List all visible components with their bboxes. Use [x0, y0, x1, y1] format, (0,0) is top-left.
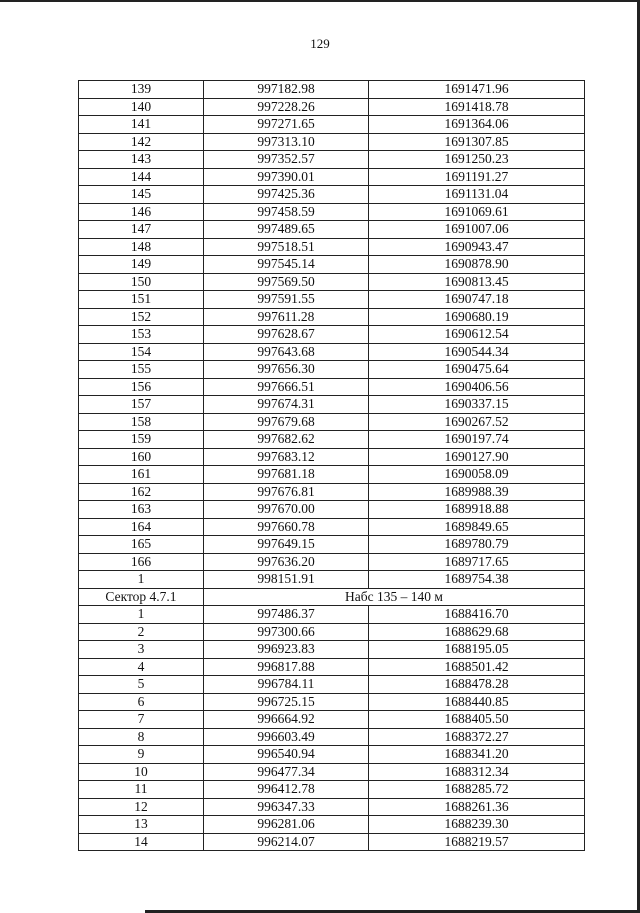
y-coordinate-cell: 1688416.70 [369, 606, 585, 624]
y-coordinate-cell: 1688440.85 [369, 693, 585, 711]
y-coordinate-cell: 1691418.78 [369, 98, 585, 116]
x-coordinate-cell: 997352.57 [204, 151, 369, 169]
x-coordinate-cell: 997681.18 [204, 466, 369, 484]
x-coordinate-cell: 997643.68 [204, 343, 369, 361]
coordinates-table [78, 80, 585, 851]
y-coordinate-cell: 1691471.96 [369, 81, 585, 99]
x-coordinate-cell: 997300.66 [204, 623, 369, 641]
y-coordinate-cell: 1689717.65 [369, 553, 585, 571]
point-number-cell: 2 [79, 623, 204, 641]
table-row [79, 186, 585, 204]
x-coordinate-cell: 997489.65 [204, 221, 369, 239]
x-coordinate-cell: 997486.37 [204, 606, 369, 624]
x-coordinate-cell: 996477.34 [204, 763, 369, 781]
table-row [79, 203, 585, 221]
x-coordinate-cell: 998151.91 [204, 571, 369, 589]
point-number-cell: 9 [79, 746, 204, 764]
table-row [79, 151, 585, 169]
table-row [79, 413, 585, 431]
x-coordinate-cell: 996347.33 [204, 798, 369, 816]
table-row [79, 711, 585, 729]
point-number-cell: 157 [79, 396, 204, 414]
point-number-cell: 7 [79, 711, 204, 729]
table-row [79, 518, 585, 536]
table-row [79, 798, 585, 816]
y-coordinate-cell: 1691191.27 [369, 168, 585, 186]
x-coordinate-cell: 997182.98 [204, 81, 369, 99]
point-number-cell: 144 [79, 168, 204, 186]
table-row [79, 291, 585, 309]
table-row [79, 693, 585, 711]
point-number-cell: 4 [79, 658, 204, 676]
table-row [79, 728, 585, 746]
table-row [79, 641, 585, 659]
table-row [79, 553, 585, 571]
x-coordinate-cell: 996412.78 [204, 781, 369, 799]
x-coordinate-cell: 997271.65 [204, 116, 369, 134]
table-row [79, 483, 585, 501]
y-coordinate-cell: 1691307.85 [369, 133, 585, 151]
point-number-cell: 1 [79, 606, 204, 624]
point-number-cell: 160 [79, 448, 204, 466]
x-coordinate-cell: 996214.07 [204, 833, 369, 851]
scan-edge-top [0, 0, 640, 2]
x-coordinate-cell: 997458.59 [204, 203, 369, 221]
y-coordinate-cell: 1688629.68 [369, 623, 585, 641]
y-coordinate-cell: 1688239.30 [369, 816, 585, 834]
table-row [79, 466, 585, 484]
point-number-cell: 10 [79, 763, 204, 781]
table-row [79, 763, 585, 781]
x-coordinate-cell: 997682.62 [204, 431, 369, 449]
y-coordinate-cell: 1688372.27 [369, 728, 585, 746]
table-row [79, 168, 585, 186]
table-row [79, 273, 585, 291]
table-row [79, 98, 585, 116]
y-coordinate-cell: 1689780.79 [369, 536, 585, 554]
x-coordinate-cell: 997628.67 [204, 326, 369, 344]
point-number-cell: 143 [79, 151, 204, 169]
table-row [79, 133, 585, 151]
x-coordinate-cell: 997674.31 [204, 396, 369, 414]
x-coordinate-cell: 996664.92 [204, 711, 369, 729]
sector-header-row [79, 588, 585, 606]
x-coordinate-cell: 997313.10 [204, 133, 369, 151]
x-coordinate-cell: 997611.28 [204, 308, 369, 326]
y-coordinate-cell: 1690197.74 [369, 431, 585, 449]
x-coordinate-cell: 997649.15 [204, 536, 369, 554]
y-coordinate-cell: 1690337.15 [369, 396, 585, 414]
y-coordinate-cell: 1690127.90 [369, 448, 585, 466]
y-coordinate-cell: 1688405.50 [369, 711, 585, 729]
table-row [79, 658, 585, 676]
y-coordinate-cell: 1690475.64 [369, 361, 585, 379]
point-number-cell: 154 [79, 343, 204, 361]
x-coordinate-cell: 996540.94 [204, 746, 369, 764]
point-number-cell: 158 [79, 413, 204, 431]
point-number-cell: 150 [79, 273, 204, 291]
point-number-cell: 140 [79, 98, 204, 116]
x-coordinate-cell: 997656.30 [204, 361, 369, 379]
x-coordinate-cell: 996603.49 [204, 728, 369, 746]
point-number-cell: 141 [79, 116, 204, 134]
x-coordinate-cell: 996784.11 [204, 676, 369, 694]
x-coordinate-cell: 997676.81 [204, 483, 369, 501]
x-coordinate-cell: 997228.26 [204, 98, 369, 116]
point-number-cell: 161 [79, 466, 204, 484]
point-number-cell: 5 [79, 676, 204, 694]
table-row [79, 571, 585, 589]
y-coordinate-cell: 1688478.28 [369, 676, 585, 694]
table-row [79, 536, 585, 554]
y-coordinate-cell: 1690878.90 [369, 256, 585, 274]
point-number-cell: 165 [79, 536, 204, 554]
table-row [79, 221, 585, 239]
table-row [79, 816, 585, 834]
y-coordinate-cell: 1690406.56 [369, 378, 585, 396]
point-number-cell: 163 [79, 501, 204, 519]
point-number-cell: 148 [79, 238, 204, 256]
table-row [79, 501, 585, 519]
y-coordinate-cell: 1689849.65 [369, 518, 585, 536]
table-row [79, 116, 585, 134]
y-coordinate-cell: 1690544.34 [369, 343, 585, 361]
page-number: 129 [310, 36, 330, 51]
table-row [79, 606, 585, 624]
table-row [79, 238, 585, 256]
y-coordinate-cell: 1688312.34 [369, 763, 585, 781]
y-coordinate-cell: 1688501.42 [369, 658, 585, 676]
y-coordinate-cell: 1691364.06 [369, 116, 585, 134]
x-coordinate-cell: 996923.83 [204, 641, 369, 659]
coordinates-table-body [79, 81, 585, 851]
y-coordinate-cell: 1690813.45 [369, 273, 585, 291]
x-coordinate-cell: 997545.14 [204, 256, 369, 274]
table-row [79, 746, 585, 764]
x-coordinate-cell: 996725.15 [204, 693, 369, 711]
point-number-cell: 146 [79, 203, 204, 221]
x-coordinate-cell: 997666.51 [204, 378, 369, 396]
point-number-cell: 152 [79, 308, 204, 326]
y-coordinate-cell: 1691131.04 [369, 186, 585, 204]
point-number-cell: 162 [79, 483, 204, 501]
point-number-cell: 156 [79, 378, 204, 396]
x-coordinate-cell: 997636.20 [204, 553, 369, 571]
x-coordinate-cell: 997660.78 [204, 518, 369, 536]
x-coordinate-cell: 997569.50 [204, 273, 369, 291]
x-coordinate-cell: 997518.51 [204, 238, 369, 256]
sector-label: Сектор 4.7.1 [79, 588, 204, 606]
table-row [79, 448, 585, 466]
y-coordinate-cell: 1691250.23 [369, 151, 585, 169]
x-coordinate-cell: 997683.12 [204, 448, 369, 466]
y-coordinate-cell: 1688341.20 [369, 746, 585, 764]
y-coordinate-cell: 1690058.09 [369, 466, 585, 484]
point-number-cell: 153 [79, 326, 204, 344]
point-number-cell: 13 [79, 816, 204, 834]
point-number-cell: 151 [79, 291, 204, 309]
y-coordinate-cell: 1689918.88 [369, 501, 585, 519]
y-coordinate-cell: 1689754.38 [369, 571, 585, 589]
y-coordinate-cell: 1690943.47 [369, 238, 585, 256]
table-row [79, 833, 585, 851]
point-number-cell: 14 [79, 833, 204, 851]
point-number-cell: 166 [79, 553, 204, 571]
point-number-cell: 8 [79, 728, 204, 746]
y-coordinate-cell: 1688285.72 [369, 781, 585, 799]
y-coordinate-cell: 1690680.19 [369, 308, 585, 326]
table-row [79, 361, 585, 379]
point-number-cell: 12 [79, 798, 204, 816]
point-number-cell: 6 [79, 693, 204, 711]
y-coordinate-cell: 1688219.57 [369, 833, 585, 851]
table-row [79, 81, 585, 99]
table-row [79, 343, 585, 361]
x-coordinate-cell: 996817.88 [204, 658, 369, 676]
point-number-cell: 139 [79, 81, 204, 99]
x-coordinate-cell: 996281.06 [204, 816, 369, 834]
point-number-cell: 159 [79, 431, 204, 449]
table-row [79, 676, 585, 694]
y-coordinate-cell: 1689988.39 [369, 483, 585, 501]
point-number-cell: 11 [79, 781, 204, 799]
point-number-cell: 3 [79, 641, 204, 659]
x-coordinate-cell: 997390.01 [204, 168, 369, 186]
y-coordinate-cell: 1690747.18 [369, 291, 585, 309]
sector-height-range: Набс 135 – 140 м [204, 588, 585, 606]
x-coordinate-cell: 997679.68 [204, 413, 369, 431]
point-number-cell: 1 [79, 571, 204, 589]
y-coordinate-cell: 1690612.54 [369, 326, 585, 344]
x-coordinate-cell: 997670.00 [204, 501, 369, 519]
point-number-cell: 149 [79, 256, 204, 274]
point-number-cell: 155 [79, 361, 204, 379]
point-number-cell: 145 [79, 186, 204, 204]
table-row [79, 781, 585, 799]
y-coordinate-cell: 1691007.06 [369, 221, 585, 239]
x-coordinate-cell: 997425.36 [204, 186, 369, 204]
table-row [79, 256, 585, 274]
point-number-cell: 142 [79, 133, 204, 151]
table-row [79, 431, 585, 449]
point-number-cell: 164 [79, 518, 204, 536]
y-coordinate-cell: 1691069.61 [369, 203, 585, 221]
y-coordinate-cell: 1690267.52 [369, 413, 585, 431]
table-row [79, 396, 585, 414]
table-row [79, 308, 585, 326]
point-number-cell: 147 [79, 221, 204, 239]
y-coordinate-cell: 1688195.05 [369, 641, 585, 659]
x-coordinate-cell: 997591.55 [204, 291, 369, 309]
table-row [79, 378, 585, 396]
y-coordinate-cell: 1688261.36 [369, 798, 585, 816]
table-row [79, 326, 585, 344]
table-row [79, 623, 585, 641]
